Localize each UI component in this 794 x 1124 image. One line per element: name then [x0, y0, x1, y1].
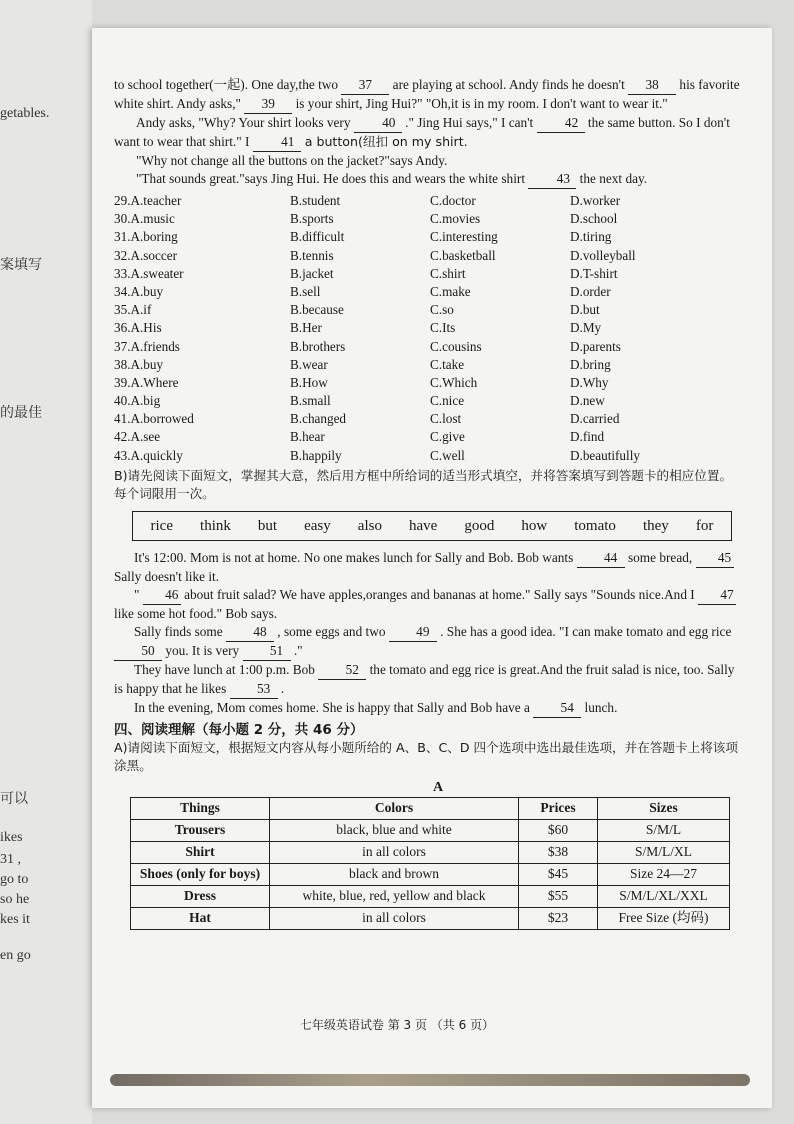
table-body: [131, 819, 730, 929]
passage-text: Andy asks, "Why? Your shirt looks very: [136, 115, 354, 130]
option-42-B: B.hear: [290, 429, 325, 445]
table-label: A: [432, 779, 444, 795]
option-34-C: C.make: [430, 283, 471, 299]
answer-options-grid: [114, 192, 742, 465]
passage-paragraph: [114, 76, 742, 114]
cell-price: $23: [519, 907, 598, 929]
table-row: [131, 841, 730, 863]
option-43-D: D.beautifully: [570, 447, 640, 463]
cell-colors: in all colors: [270, 841, 519, 863]
header-sizes: Sizes: [598, 797, 730, 819]
option-32-B: B.tennis: [290, 247, 334, 263]
option-41-C: C.lost: [430, 411, 462, 427]
option-43-A: 43.A.quickly: [114, 447, 183, 463]
option-29-D: D.worker: [570, 193, 621, 208]
option-39-D: D.Why: [570, 374, 609, 390]
option-42-D: D.find: [570, 429, 605, 445]
story-text: It's 12:00. Mom is not at home. No one makes lunch for Sally and Bob. Bob wants: [134, 549, 577, 565]
option-40-C: C.nice: [430, 393, 465, 409]
fill-in-passage: [114, 549, 742, 718]
option-30-B: B.sports: [290, 211, 334, 227]
passage-paragraph: [114, 170, 742, 189]
cell-thing: Trousers: [131, 819, 270, 841]
blank-41: 41: [253, 133, 301, 152]
option-35-D: D.but: [570, 302, 600, 318]
option-29-C: C.doctor: [430, 193, 476, 208]
section-b-instruction: B)请先阅读下面短文，掌握其大意，然后用方框中所给词的适当形式填空，并将答案填写到答题卡的相应位置。每个词限用一次。: [114, 467, 733, 501]
page-footer: 七年级英语试卷 第 3 页 （共 6 页）: [299, 1018, 495, 1032]
option-34-A: 34.A.buy: [114, 283, 164, 299]
option-34-B: B.sell: [290, 283, 321, 299]
left-fragment: 案填写: [0, 258, 42, 273]
option-36-A: 36.A.His: [114, 320, 162, 336]
story-text: .": [290, 642, 303, 658]
option-30-A: 30.A.music: [114, 211, 175, 227]
option-32-C: C.basketball: [430, 247, 496, 263]
option-36-C: C.Its: [430, 320, 456, 336]
word-box-item: easy: [304, 517, 331, 534]
word-box-item: how: [521, 517, 548, 534]
option-32-A: 32.A.soccer: [114, 247, 177, 263]
option-40-D: D.new: [570, 393, 605, 409]
cell-thing: Hat: [131, 907, 270, 929]
header-things: Things: [131, 797, 270, 819]
word-box: [132, 511, 732, 541]
blank-37: 37: [341, 76, 389, 95]
cell-price: $38: [519, 841, 598, 863]
exam-content: [114, 76, 742, 930]
cell-thing: Shirt: [131, 841, 270, 863]
story-text: . She has a good idea. "I can make tomato and egg rice: [436, 623, 732, 639]
cell-thing: Shoes (only for boys): [131, 863, 270, 885]
table-header-row: [131, 797, 730, 819]
clothes-price-table: [130, 797, 730, 930]
option-41-B: B.changed: [290, 411, 347, 427]
option-36-B: B.Her: [290, 320, 322, 336]
story-text: .: [277, 680, 285, 696]
story-text: , some eggs and two: [273, 623, 389, 639]
blank-53: 53: [230, 680, 278, 699]
word-box-item: also: [357, 517, 382, 534]
word-box-item: but: [257, 517, 278, 534]
table-row: [131, 885, 730, 907]
word-box-item: have: [409, 517, 438, 534]
table-row: [131, 907, 730, 929]
blank-48: 48: [226, 623, 274, 642]
left-fragment: go to: [0, 872, 29, 887]
story-paragraph: [114, 661, 742, 699]
passage-text: to school together(一起). One day,the two: [114, 77, 342, 92]
cell-colors: white, blue, red, yellow and black: [270, 885, 519, 907]
option-33-B: B.jacket: [290, 265, 334, 281]
blank-42: 42: [537, 114, 585, 133]
blank-50: 50: [114, 642, 162, 661]
word-box-item: think: [200, 517, 231, 534]
option-34-D: D.order: [570, 283, 611, 299]
option-31-B: B.difficult: [290, 229, 345, 245]
word-box-item: rice: [150, 517, 173, 534]
passage-text: "That sounds great."says Jing Hui. He does this and wears the white shirt: [136, 171, 529, 186]
table-row: [131, 819, 730, 841]
option-33-A: 33.A.sweater: [114, 265, 184, 281]
left-fragment: en go: [0, 948, 31, 963]
story-paragraph: [114, 549, 742, 586]
left-fragment: so he: [0, 892, 30, 907]
option-39-C: C.Which: [430, 374, 478, 390]
option-37-B: B.brothers: [290, 338, 346, 354]
header-prices: Prices: [519, 797, 598, 819]
cell-sizes: Size 24—27: [598, 863, 730, 885]
option-37-D: D.parents: [570, 338, 621, 354]
blank-47: 47: [698, 586, 736, 605]
cell-colors: black and brown: [270, 863, 519, 885]
option-35-C: C.so: [430, 302, 454, 318]
option-38-C: C.take: [430, 356, 465, 372]
option-33-D: D.T-shirt: [570, 265, 618, 281]
passage-text: the next day.: [576, 171, 648, 186]
blank-39: 39: [244, 95, 292, 114]
passage-text: his favorite white shirt. Andy asks,": [114, 77, 740, 111]
blank-54: 54: [533, 699, 581, 718]
bottom-shadow-band: [110, 1074, 750, 1086]
option-39-B: B.How: [290, 374, 328, 390]
story-text: Sally doesn't like it.: [114, 568, 220, 584]
option-32-D: D.volleyball: [570, 247, 636, 263]
blank-49: 49: [389, 623, 437, 642]
passage-text: is your shirt, Jing Hui?" "Oh,it is in my room. I don't want to wear it.": [292, 96, 668, 111]
story-text: about fruit salad? We have apples,oranges and bananas at home." Sally says "Sounds nice.And I: [180, 586, 699, 602]
option-41-A: 41.A.borrowed: [114, 411, 194, 427]
cell-thing: Dress: [131, 885, 270, 907]
option-43-B: B.happily: [290, 447, 342, 463]
passage-text: the same button. So I don't want to wear that shirt." I: [114, 115, 730, 149]
passage-paragraph: [114, 114, 742, 152]
story-text: Sally finds some: [134, 623, 226, 639]
option-38-A: 38.A.buy: [114, 356, 164, 372]
option-41-D: D.carried: [570, 411, 620, 427]
story-text: In the evening, Mom comes home. She is happy that Sally and Bob have a: [134, 699, 534, 715]
blank-52: 52: [318, 661, 366, 680]
section-four-title: 四、阅读理解（每小题 2 分，共 46 分）: [114, 721, 364, 738]
option-29-B: B.student: [290, 193, 341, 208]
option-38-D: D.bring: [570, 356, 611, 372]
word-box-item: tomato: [574, 517, 616, 534]
option-33-C: C.shirt: [430, 265, 466, 281]
passage-text: a button(纽扣 on my shirt.: [300, 134, 468, 149]
cell-price: $55: [519, 885, 598, 907]
story-text: They have lunch at 1:00 p.m. Bob: [134, 661, 319, 677]
cell-colors: in all colors: [270, 907, 519, 929]
cloze-passage: [114, 76, 742, 189]
story-text: you. It is very: [162, 642, 243, 658]
blank-46: 46: [143, 586, 181, 605]
option-37-A: 37.A.friends: [114, 338, 180, 354]
story-paragraph: [114, 699, 742, 718]
cell-sizes: S/M/L: [598, 819, 730, 841]
left-fragment: ikes: [0, 830, 23, 845]
story-text: like some hot food." Bob says.: [114, 605, 278, 621]
option-31-D: D.tiring: [570, 229, 612, 245]
story-paragraph: [114, 623, 742, 661]
cell-sizes: S/M/L/XL/XXL: [598, 885, 730, 907]
story-text: some bread,: [624, 549, 696, 565]
option-30-D: D.school: [570, 211, 618, 227]
word-box-item: good: [464, 517, 495, 534]
story-text: the tomato and egg rice is great.And the fruit salad is nice, too. Sally is happy that he likes: [114, 661, 735, 696]
option-42-C: C.give: [430, 429, 465, 445]
word-box-item: for: [695, 517, 714, 534]
option-37-C: C.cousins: [430, 338, 482, 354]
cell-sizes: S/M/L/XL: [598, 841, 730, 863]
option-31-C: C.interesting: [430, 229, 498, 245]
blank-40: 40: [354, 114, 402, 133]
option-40-B: B.small: [290, 393, 331, 409]
option-38-B: B.wear: [290, 356, 328, 372]
option-39-A: 39.A.Where: [114, 374, 179, 390]
left-fragment: 的最佳: [0, 406, 42, 421]
option-31-A: 31.A.boring: [114, 229, 178, 245]
cell-price: $45: [519, 863, 598, 885]
story-text: lunch.: [581, 699, 618, 715]
story-paragraph: [114, 586, 742, 623]
cell-sizes: Free Size (均码): [598, 907, 730, 929]
passage-text: ." Jing Hui says," I can't: [401, 115, 537, 130]
blank-44: 44: [577, 549, 625, 568]
option-42-A: 42.A.see: [114, 429, 161, 445]
option-29-A: 29.A.teacher: [114, 193, 182, 208]
passage-paragraph: "Why not change all the buttons on the jacket?"says Andy.: [136, 153, 448, 168]
word-box-item: they: [642, 517, 669, 534]
cell-colors: black, blue and white: [270, 819, 519, 841]
left-fragment: kes it: [0, 912, 30, 927]
blank-38: 38: [628, 76, 676, 95]
section-four-instruction: A)请阅读下面短文，根据短文内容从每小题所给的 A、B、C、D 四个选项中选出最佳选项，并在答题卡上将该项涂黑。: [114, 739, 738, 773]
cell-price: $60: [519, 819, 598, 841]
option-30-C: C.movies: [430, 211, 481, 227]
option-35-B: B.because: [290, 302, 344, 318]
story-text: ": [134, 586, 143, 602]
left-fragment: 可以: [0, 792, 28, 807]
option-36-D: D.My: [570, 320, 602, 336]
table-row: [131, 863, 730, 885]
header-colors: Colors: [270, 797, 519, 819]
passage-text: are playing at school. Andy finds he doesn't: [389, 77, 629, 92]
option-43-C: C.well: [430, 447, 465, 463]
option-35-A: 35.A.if: [114, 302, 152, 318]
left-fragment: 31 ,: [0, 852, 21, 867]
blank-51: 51: [243, 642, 291, 661]
left-fragment: getables.: [0, 106, 50, 121]
blank-43: 43: [528, 170, 576, 189]
option-40-A: 40.A.big: [114, 393, 161, 409]
blank-45: 45: [696, 549, 734, 568]
